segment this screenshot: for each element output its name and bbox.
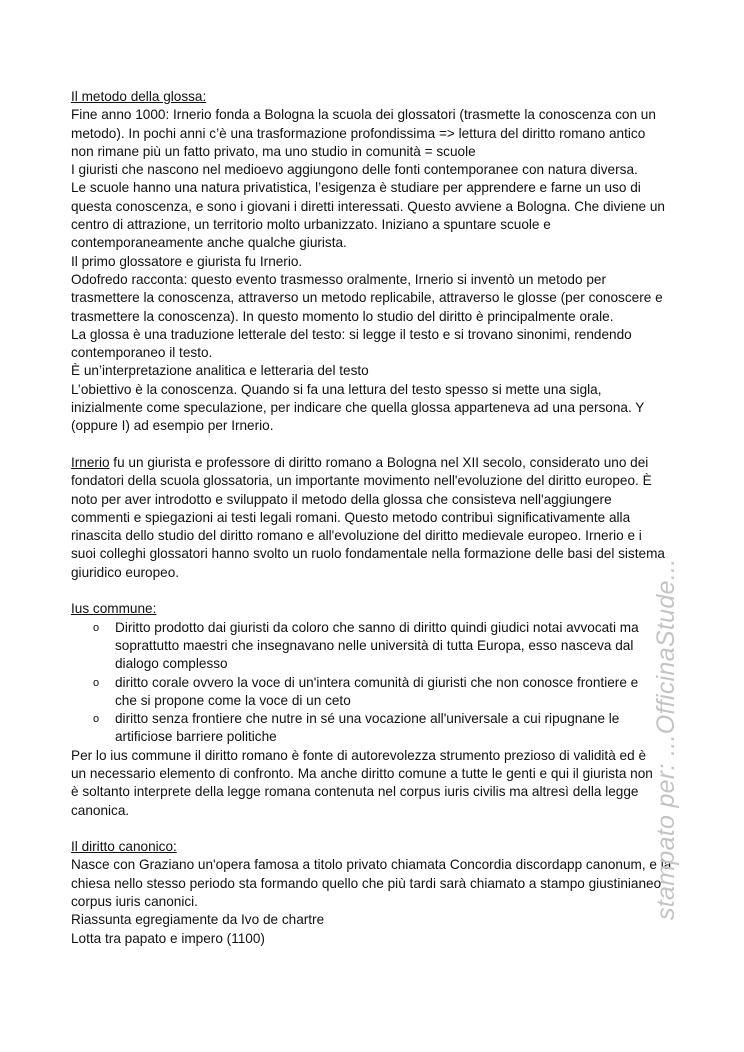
text-line: Riassunta egregiamente da Ivo de chartre [71,912,325,928]
bullet-line: diritto corale ovvero la voce di un'intera comunità di giuristi che non conosce frontiere e [115,674,639,690]
bullet-line: che si propone come la voce di un ceto [115,692,351,708]
text-line: Il primo glossatore e giurista fu Irnerio. [71,253,303,269]
text-line: non rimane più un fatto privato, ma uno studio in comunità = scuole [71,143,476,159]
text-line: La glossa è una traduzione letterale del testo: si legge il testo e si trovano sinonimi, rendendo [71,326,632,342]
text-line: questa conoscenza, e sono i giovani i diretti interessati. Questo avviene a Bologna. Che diviene un [71,198,665,214]
text-line: un necessario elemento di confronto. Ma anche diritto comune a tutte le genti e qui il giurista non [71,765,653,781]
bullet-item [71,619,674,674]
text-line: È un’interpretazione analitica e letteraria del testo [71,363,369,379]
bullet-item [71,710,674,747]
text-line: Per lo ius commune il diritto romano è fonte di autorevolezza strumento prezioso di validità ed è [71,747,647,763]
text-line: trasmettere la conoscenza, attraverso un metodo replicabile, attraverso le glosse (per conoscere e [71,290,663,306]
section-diritto-canonico [71,838,674,948]
text-line: canonica. [71,802,130,818]
bullet-line: soprattutto maestri che insegnavano nelle università di tutta Europa, esso nasceva dal [115,637,634,653]
text-line: contemporaneamente anche qualche giurista. [71,235,347,251]
text-line: fondatori della scuola glossatoria, un importante movimento nell'evoluzione del diritto europeo. È [71,473,652,489]
bullet-line: dialogo complesso [115,656,228,672]
text-line: commenti e spiegazioni ai testi legali romani. Questo metodo contribuì significativamente alla [71,509,631,525]
text-line: chiesa nello stesso periodo sta formando quello che più tardi sarà chiamato a stampo giustinianeo [71,875,662,891]
irnerio-underlined-name: Irnerio [71,454,110,470]
text-line: Nasce con Graziano un'opera famosa a titolo privato chiamata Concordia discordapp canonum, e la [71,857,672,873]
text-line: trasmettere la conoscenza). In questo momento lo studio del diritto è principalmente orale. [71,308,614,324]
bullet-line: Diritto prodotto dai giuristi da coloro che sanno di diritto quindi giudici notai avvocati ma [115,619,639,635]
text-line: centro di attrazione, un territorio molto urbanizzato. Iniziano a spuntare scuole e [71,217,551,233]
text-line: L’obiettivo è la conoscenza. Quando si fa una lettura del testo spesso si mette una sigla, [71,381,602,397]
bullet-circle-icon: o [93,713,100,726]
section-heading: Ius commune: [71,601,157,617]
section-heading: Il diritto canonico: [71,839,177,855]
watermark: stampato per: ...OfficinaStude... [652,558,680,920]
text-line: noto per aver introdotto e sviluppato il metodo della glossa che consisteva nell'aggiungere [71,491,612,507]
paragraph-gap [71,436,674,454]
text-line: Odofredo racconta: questo evento trasmesso oralmente, Irnerio si inventò un metodo per [71,271,606,287]
text-line-rest: fu un giurista e professore di diritto romano a Bologna nel XII secolo, considerato uno dei [109,454,649,470]
text-line: suoi colleghi glossatori hanno svolto un ruolo fondamentale nella formazione delle basi del sistema [71,546,665,562]
section-metodo-glossa [71,88,674,436]
bullet-line: diritto senza frontiere che nutre in sé una vocazione all'universale a cui ripugnane le [115,711,620,727]
bullet-circle-icon: o [93,676,100,689]
text-line: corpus iuris canonici. [71,894,198,910]
section-heading: Il metodo della glossa: [71,89,207,104]
text-line: Le scuole hanno una natura privatistica, l’esigenza è studiare per apprendere e farne un uso di [71,180,641,196]
text-line: Lotta tra papato e impero (1100) [71,930,265,946]
text-line: contemporaneo il testo. [71,345,213,361]
text-line: è soltanto interprete della legge romana contenuta nel corpus iuris civilis ma altresì della legge [71,784,639,800]
text-line [71,454,674,472]
paragraph-gap [71,820,674,838]
text-line: giuridico europeo. [71,564,180,580]
text-line: I giuristi che nascono nel medioevo aggiungono delle fonti contemporanee con natura diversa. [71,162,638,178]
text-line: rinascita dello studio del diritto romano e all'evoluzione del diritto medievale europeo. Irnerio e i [71,528,642,544]
document-body [71,88,674,948]
bullet-item [71,674,674,711]
paragraph-gap [71,582,674,600]
text-line: inizialmente come speculazione, per indicare che quella glossa apparteneva ad una persona. Y [71,400,645,416]
bullet-line: artificiose barriere politiche [115,729,277,745]
text-line: Fine anno 1000: Irnerio fonda a Bologna la scuola dei glossatori (trasmette la conoscenza con un [71,107,656,123]
text-line: metodo). In pochi anni c’è una trasformazione profondissima => lettura del diritto romano antico [71,125,646,141]
bullet-circle-icon: o [93,621,100,634]
section-ius-commune [71,600,674,820]
section-irnerio [71,454,674,582]
text-line: (oppure I) ad esempio per Irnerio. [71,418,274,434]
